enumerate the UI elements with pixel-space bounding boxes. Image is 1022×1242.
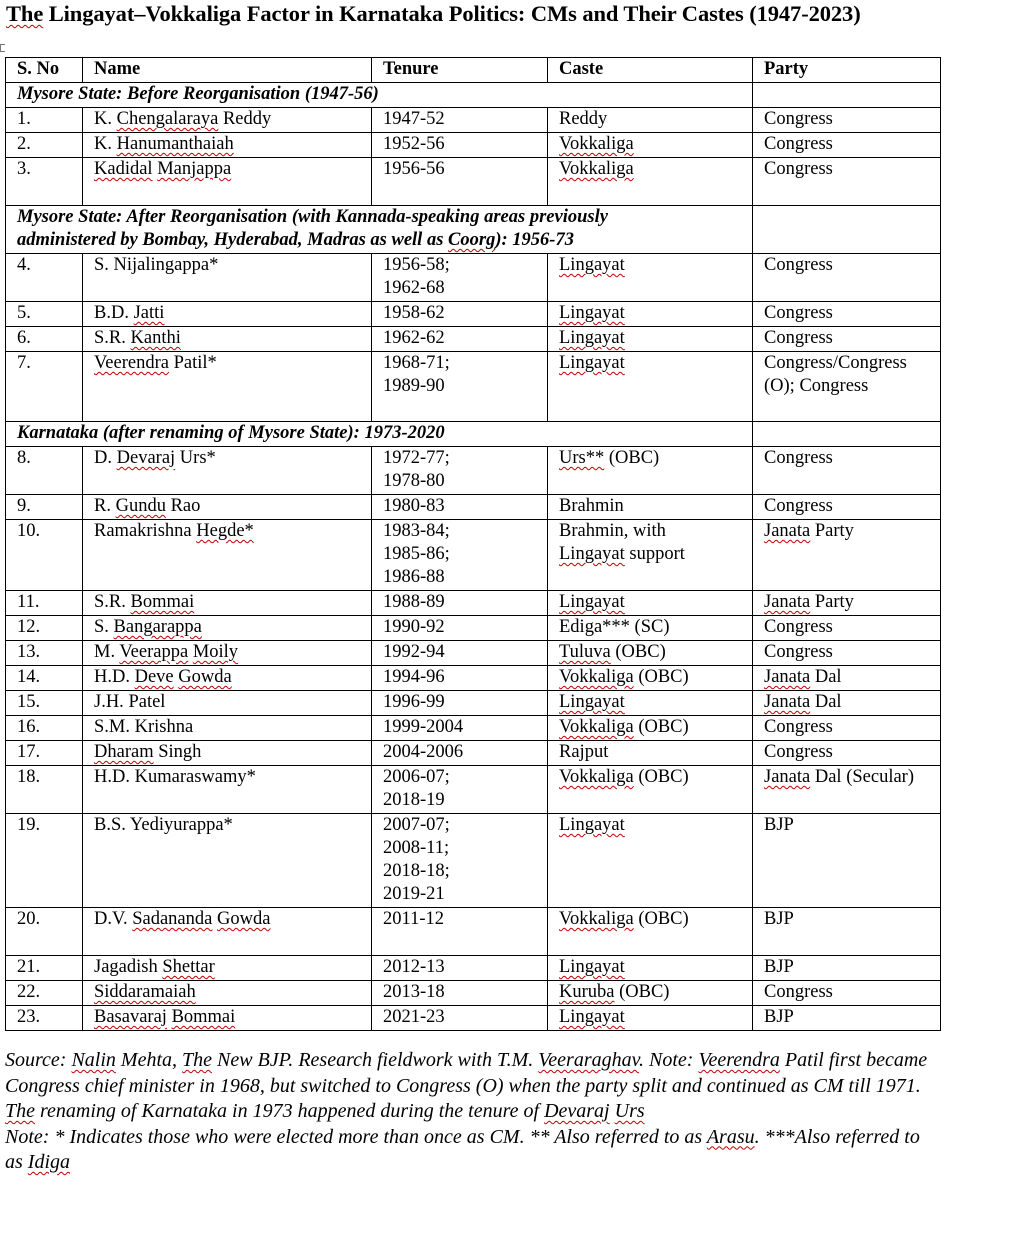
cell-party-line: Congress — [764, 303, 833, 323]
cell-tenure-line: 1952-56 — [383, 134, 445, 154]
cell-name — [83, 591, 372, 616]
section-heading — [6, 206, 753, 254]
table-row — [6, 956, 941, 981]
cell-sno: 18. — [6, 766, 83, 814]
cell-party-line: Congress — [764, 134, 833, 154]
cell-sno: 19. — [6, 814, 83, 908]
cell-party — [753, 666, 941, 691]
cell-caste — [548, 254, 753, 302]
cell-name — [83, 495, 372, 520]
cell-caste-line: Vokkaliga (OBC) — [559, 767, 689, 787]
cell-caste-line: Vokkaliga (OBC) — [559, 909, 689, 929]
cell-caste-line: Lingayat support — [559, 544, 685, 564]
cell-party — [753, 133, 941, 158]
cell-party-line: Janata Dal (Secular) — [764, 767, 914, 787]
table-row — [6, 591, 941, 616]
cell-tenure-line: 1962-62 — [383, 328, 445, 348]
cell-caste — [548, 520, 753, 591]
header-caste: Caste — [548, 58, 753, 83]
cell-sno: 17. — [6, 741, 83, 766]
cell-caste-line: Brahmin, with — [559, 521, 666, 541]
cell-tenure-line: 2021-23 — [383, 1007, 445, 1027]
cell-name — [83, 520, 372, 591]
cell-name — [83, 716, 372, 741]
cell-party — [753, 956, 941, 981]
table-row — [6, 981, 941, 1006]
cell-name — [83, 327, 372, 352]
cell-name-line: Ramakrishna Hegde* — [94, 521, 254, 541]
table-row — [6, 691, 941, 716]
cell-party-line: BJP — [764, 1007, 794, 1027]
cell-name-line: S.M. Krishna — [94, 717, 194, 737]
cell-caste — [548, 158, 753, 206]
table-row — [6, 741, 941, 766]
cell-sno: 8. — [6, 447, 83, 495]
cell-name-line: K. Chengalaraya Reddy — [94, 109, 272, 129]
section-heading-line: Mysore State: Before Reorganisation (1947-56) — [17, 84, 379, 104]
cell-name — [83, 766, 372, 814]
table-row — [6, 908, 941, 956]
header-party: Party — [753, 58, 941, 83]
cell-tenure — [372, 766, 548, 814]
cell-caste-line: Lingayat — [559, 957, 625, 977]
cell-caste — [548, 908, 753, 956]
cell-name-line: Veerendra Patil* — [94, 353, 217, 373]
cell-tenure — [372, 741, 548, 766]
table-row — [6, 766, 941, 814]
table-row — [6, 641, 941, 666]
cell-caste — [548, 108, 753, 133]
cell-caste — [548, 1006, 753, 1031]
cell-tenure-line: 1989-90 — [383, 376, 445, 396]
cell-caste-line: Lingayat — [559, 592, 625, 612]
section-heading-line: administered by Bombay, Hyderabad, Madras as well as Coorg): 1956-73 — [17, 230, 574, 250]
cell-sno: 15. — [6, 691, 83, 716]
cell-party-line: Congress — [764, 448, 833, 468]
cell-caste-line: Urs** (OBC) — [559, 448, 660, 468]
cell-tenure-line: 1999-2004 — [383, 717, 464, 737]
table-header-row — [6, 58, 941, 83]
cell-tenure-line: 1992-94 — [383, 642, 445, 662]
cell-tenure — [372, 641, 548, 666]
header-sno: S. No — [6, 58, 83, 83]
cell-name-line: R. Gundu Rao — [94, 496, 201, 516]
cell-tenure — [372, 814, 548, 908]
cell-tenure-line: 2011-12 — [383, 909, 444, 929]
cell-party — [753, 814, 941, 908]
cell-tenure-line: 2012-13 — [383, 957, 445, 977]
cell-tenure-line: 1962-68 — [383, 278, 445, 298]
cell-party-line: Congress — [764, 982, 833, 1002]
cell-name-line: D.V. Sadananda Gowda — [94, 909, 271, 929]
cell-party — [753, 352, 941, 422]
cell-tenure — [372, 981, 548, 1006]
cell-name — [83, 1006, 372, 1031]
footnote: Note: * Indicates those who were elected more than once as CM. ** Also referred to as Arasu. ***Also referred to as Idiga — [5, 1125, 920, 1173]
cell-party-line: Congress — [764, 717, 833, 737]
cell-tenure — [372, 716, 548, 741]
cm-caste-table — [5, 57, 941, 1031]
cell-name — [83, 616, 372, 641]
cell-name-line: B.D. Jatti — [94, 303, 165, 323]
document-title: The Lingayat–Vokkaliga Factor in Karnataka Politics: CMs and Their Castes (1947-2023) — [6, 1, 861, 26]
cell-name — [83, 666, 372, 691]
cell-caste — [548, 766, 753, 814]
cell-name — [83, 447, 372, 495]
notes-block — [5, 1048, 940, 1176]
cell-tenure — [372, 302, 548, 327]
cell-name-line: B.S. Yediyurappa* — [94, 815, 233, 835]
cell-caste — [548, 591, 753, 616]
cell-caste-line: Lingayat — [559, 353, 625, 373]
cell-party — [753, 158, 941, 206]
cell-tenure — [372, 447, 548, 495]
cell-caste — [548, 716, 753, 741]
cell-caste-line: Vokkaliga (OBC) — [559, 717, 689, 737]
cell-tenure-line: 1980-83 — [383, 496, 445, 516]
cell-party-line: Janata Dal — [764, 667, 842, 687]
section-party-cell — [753, 206, 941, 254]
cell-name-line: Jagadish Shettar — [94, 957, 215, 977]
cell-caste — [548, 691, 753, 716]
cell-sno: 2. — [6, 133, 83, 158]
cell-caste-line: Tuluva (OBC) — [559, 642, 666, 662]
section-heading — [6, 422, 753, 447]
cell-tenure-line: 2018-19 — [383, 790, 445, 810]
section-party-cell — [753, 422, 941, 447]
cell-party — [753, 591, 941, 616]
table-row — [6, 133, 941, 158]
cell-sno: 13. — [6, 641, 83, 666]
cell-name-line: H.D. Kumaraswamy* — [94, 767, 256, 787]
cell-party-line: Congress — [764, 159, 833, 179]
cell-sno: 23. — [6, 1006, 83, 1031]
cell-name-line: D. Devaraj Urs* — [94, 448, 216, 468]
cell-caste-line: Brahmin — [559, 496, 624, 516]
cell-name — [83, 352, 372, 422]
cell-tenure-line: 2004-2006 — [383, 742, 464, 762]
cell-party-line: Janata Dal — [764, 692, 842, 712]
cell-tenure-line: 1988-89 — [383, 592, 445, 612]
cell-caste — [548, 352, 753, 422]
cell-party — [753, 254, 941, 302]
cell-caste-line: Rajput — [559, 742, 609, 762]
section-heading-line: Mysore State: After Reorganisation (with Kannada-speaking areas previously — [17, 207, 608, 227]
cell-caste-line: Lingayat — [559, 815, 625, 835]
cell-tenure-line: 1956-56 — [383, 159, 445, 179]
section-row — [6, 206, 941, 254]
cell-caste — [548, 981, 753, 1006]
cell-party — [753, 520, 941, 591]
cell-tenure-line: 2006-07; — [383, 767, 450, 787]
cell-tenure-line: 1947-52 — [383, 109, 445, 129]
cell-tenure — [372, 495, 548, 520]
table-row — [6, 1006, 941, 1031]
cell-name-line: Dharam Singh — [94, 742, 202, 762]
cell-tenure — [372, 591, 548, 616]
cell-tenure — [372, 666, 548, 691]
cell-name — [83, 254, 372, 302]
cell-tenure — [372, 158, 548, 206]
cell-caste — [548, 814, 753, 908]
cell-tenure — [372, 1006, 548, 1031]
cell-sno: 11. — [6, 591, 83, 616]
cell-name-line: S.R. Bommai — [94, 592, 195, 612]
cell-party-line: Janata Party — [764, 592, 854, 612]
cell-caste-line: Lingayat — [559, 328, 625, 348]
cell-tenure-line: 1985-86; — [383, 544, 450, 564]
cell-caste — [548, 447, 753, 495]
table-row — [6, 352, 941, 422]
cell-name-line: K. Hanumanthaiah — [94, 134, 234, 154]
cell-name — [83, 691, 372, 716]
cell-sno: 10. — [6, 520, 83, 591]
cell-tenure — [372, 520, 548, 591]
cell-name-line: S.R. Kanthi — [94, 328, 181, 348]
table-row — [6, 327, 941, 352]
cell-caste-line: Vokkaliga — [559, 159, 634, 179]
cell-sno: 21. — [6, 956, 83, 981]
cell-name — [83, 108, 372, 133]
table-row — [6, 666, 941, 691]
cell-caste-line: Vokkaliga — [559, 134, 634, 154]
cell-tenure-line: 2008-11; — [383, 838, 450, 858]
cell-name — [83, 158, 372, 206]
cell-party — [753, 691, 941, 716]
cell-tenure-line: 1978-80 — [383, 471, 445, 491]
cell-sno: 22. — [6, 981, 83, 1006]
cell-name — [83, 641, 372, 666]
cell-party — [753, 641, 941, 666]
cell-tenure — [372, 616, 548, 641]
cell-caste-line: Lingayat — [559, 1007, 625, 1027]
cell-name — [83, 302, 372, 327]
cell-name — [83, 814, 372, 908]
cell-name-line: Basavaraj Bommai — [94, 1007, 236, 1027]
cell-name-line: M. Veerappa Moily — [94, 642, 239, 662]
cell-name — [83, 133, 372, 158]
cell-sno: 9. — [6, 495, 83, 520]
cell-caste-line: Lingayat — [559, 255, 625, 275]
table-row — [6, 716, 941, 741]
table-row — [6, 302, 941, 327]
cell-caste — [548, 616, 753, 641]
table-row — [6, 616, 941, 641]
cell-sno: 12. — [6, 616, 83, 641]
header-name: Name — [83, 58, 372, 83]
cell-tenure — [372, 133, 548, 158]
cell-caste-line: Lingayat — [559, 692, 625, 712]
cell-party — [753, 616, 941, 641]
cell-sno: 4. — [6, 254, 83, 302]
cell-party-line: Congress — [764, 328, 833, 348]
cell-name — [83, 741, 372, 766]
cell-caste-line: Reddy — [559, 109, 608, 129]
section-heading — [6, 83, 753, 108]
cell-party-line: BJP — [764, 815, 794, 835]
cell-tenure — [372, 327, 548, 352]
cell-tenure-line: 1996-99 — [383, 692, 445, 712]
cell-caste — [548, 495, 753, 520]
cell-sno: 6. — [6, 327, 83, 352]
section-row — [6, 422, 941, 447]
cell-tenure-line: 1968-71; — [383, 353, 450, 373]
cell-tenure — [372, 254, 548, 302]
table-row — [6, 254, 941, 302]
cell-caste — [548, 327, 753, 352]
cell-tenure-line: 2019-21 — [383, 884, 445, 904]
table-row — [6, 814, 941, 908]
cell-party — [753, 766, 941, 814]
cell-party — [753, 495, 941, 520]
cell-caste-line: Kuruba (OBC) — [559, 982, 670, 1002]
cell-name — [83, 908, 372, 956]
cell-tenure — [372, 691, 548, 716]
cell-party — [753, 1006, 941, 1031]
table-anchor-icon[interactable] — [0, 44, 5, 52]
cell-sno: 7. — [6, 352, 83, 422]
cell-party-line: BJP — [764, 957, 794, 977]
cell-tenure-line: 1986-88 — [383, 567, 445, 587]
cell-name-line: Siddaramaiah — [94, 982, 196, 1002]
cell-sno: 20. — [6, 908, 83, 956]
cell-party-line: Congress/Congress — [764, 353, 907, 373]
table-body — [6, 83, 941, 1031]
cell-party-line: Congress — [764, 496, 833, 516]
cell-caste — [548, 641, 753, 666]
source-note: Source: Nalin Mehta, The New BJP. Research fieldwork with T.M. Veeraraghav. Note: Veerendra Patil first became Congress chief minister in 1968, but switched to Congress (O) when the party split and continued as CM till 1971. The renaming of Karnataka in 1973 happened during the tenure of Devaraj Urs — [5, 1049, 928, 1122]
cell-tenure — [372, 956, 548, 981]
cell-tenure-line: 1994-96 — [383, 667, 445, 687]
header-tenure: Tenure — [372, 58, 548, 83]
cell-party — [753, 908, 941, 956]
cell-tenure — [372, 908, 548, 956]
cell-name-line: Kadidal Manjappa — [94, 159, 232, 179]
table-row — [6, 520, 941, 591]
cell-party — [753, 981, 941, 1006]
cell-name-line: H.D. Deve Gowda — [94, 667, 232, 687]
cell-party-line: (O); Congress — [764, 376, 869, 396]
section-party-cell — [753, 83, 941, 108]
cell-caste — [548, 666, 753, 691]
cell-tenure-line: 2018-18; — [383, 861, 450, 881]
cell-tenure-line: 1956-58; — [383, 255, 450, 275]
cell-name-line: S. Nijalingappa* — [94, 255, 219, 275]
cell-tenure-line: 2013-18 — [383, 982, 445, 1002]
cell-party-line: Congress — [764, 255, 833, 275]
cell-caste — [548, 956, 753, 981]
table-row — [6, 108, 941, 133]
cell-tenure-line: 1972-77; — [383, 448, 450, 468]
section-heading-line: Karnataka (after renaming of Mysore State): 1973-2020 — [17, 423, 445, 443]
cell-tenure-line: 2007-07; — [383, 815, 450, 835]
cell-party-line: Congress — [764, 617, 833, 637]
cell-party — [753, 302, 941, 327]
cell-sno: 1. — [6, 108, 83, 133]
cell-caste-line: Vokkaliga (OBC) — [559, 667, 689, 687]
cell-sno: 3. — [6, 158, 83, 206]
table-row — [6, 495, 941, 520]
cell-party-line: Janata Party — [764, 521, 854, 541]
cell-name-line: S. Bangarappa — [94, 617, 202, 637]
cell-party — [753, 327, 941, 352]
cell-party-line: Congress — [764, 742, 833, 762]
cell-party-line: BJP — [764, 909, 794, 929]
cell-party — [753, 447, 941, 495]
cell-party — [753, 108, 941, 133]
cell-caste — [548, 302, 753, 327]
cell-tenure-line: 1990-92 — [383, 617, 445, 637]
cell-tenure — [372, 352, 548, 422]
cell-party — [753, 716, 941, 741]
cell-name-line: J.H. Patel — [94, 692, 166, 712]
cell-sno: 16. — [6, 716, 83, 741]
cell-tenure-line: 1983-84; — [383, 521, 450, 541]
cell-caste — [548, 741, 753, 766]
cell-tenure — [372, 108, 548, 133]
table-row — [6, 447, 941, 495]
cell-caste-line: Lingayat — [559, 303, 625, 323]
cell-party — [753, 741, 941, 766]
cell-sno: 5. — [6, 302, 83, 327]
section-row — [6, 83, 941, 108]
cell-name — [83, 956, 372, 981]
cell-party-line: Congress — [764, 109, 833, 129]
cell-tenure-line: 1958-62 — [383, 303, 445, 323]
cell-caste — [548, 133, 753, 158]
cell-party-line: Congress — [764, 642, 833, 662]
cell-name — [83, 981, 372, 1006]
cell-caste-line: Ediga*** (SC) — [559, 617, 670, 637]
table-row — [6, 158, 941, 206]
cell-sno: 14. — [6, 666, 83, 691]
